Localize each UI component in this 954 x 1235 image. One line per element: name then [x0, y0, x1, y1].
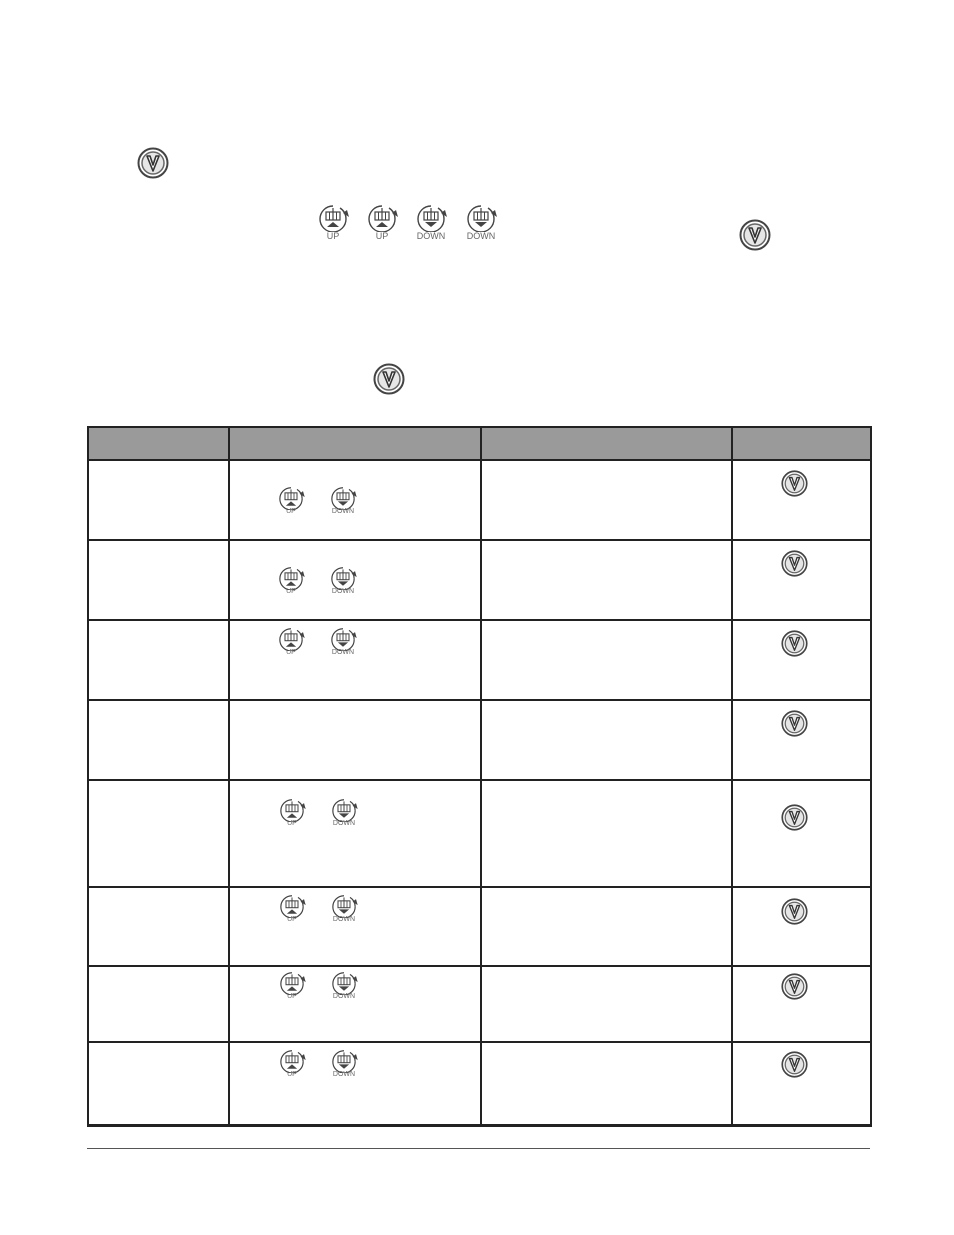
basket-up-icon	[365, 204, 399, 246]
table-cell	[229, 540, 481, 620]
table-cell	[88, 700, 229, 780]
basket-up-label: UP	[286, 649, 296, 656]
table-cell	[229, 887, 481, 966]
basket-up-label: UP	[287, 1071, 297, 1078]
basket-down-label: DOWN	[332, 1071, 356, 1078]
table-cell	[88, 620, 229, 700]
table-cell	[732, 780, 871, 887]
basket-down-label: DOWN	[331, 508, 355, 515]
basket-down-icon	[329, 798, 359, 834]
basket-up-label: UP	[375, 231, 389, 241]
table-row	[88, 780, 871, 887]
basket-down-label: DOWN	[331, 588, 355, 595]
table-cell	[732, 540, 871, 620]
v-check-button-icon	[781, 550, 808, 577]
basket-down-label: DOWN	[416, 231, 446, 241]
basket-up-label: UP	[286, 588, 296, 595]
table-cell	[481, 460, 732, 540]
basket-down-label: DOWN	[332, 916, 356, 923]
table-cell	[732, 887, 871, 966]
basket-up-icon	[276, 486, 306, 522]
table-header-cell	[88, 427, 229, 460]
table-cell	[229, 1042, 481, 1125]
table-row	[88, 1042, 871, 1125]
table-cell	[88, 540, 229, 620]
table-cell	[88, 780, 229, 887]
basket-down-icon	[328, 627, 358, 663]
table-cell	[229, 460, 481, 540]
basket-down-icon	[329, 894, 359, 930]
table-cell	[229, 966, 481, 1042]
table-row	[88, 700, 871, 780]
basket-down-icon	[329, 971, 359, 1007]
table-cell	[481, 780, 732, 887]
basket-down-label: DOWN	[466, 231, 496, 241]
basket-down-icon	[328, 486, 358, 522]
v-check-button-icon	[781, 1051, 808, 1078]
table-header-cell	[732, 427, 871, 460]
basket-up-label: UP	[287, 993, 297, 1000]
basket-up-icon	[277, 798, 307, 834]
table-cell	[481, 1042, 732, 1125]
table-cell	[88, 1042, 229, 1125]
settings-table	[87, 426, 872, 1127]
table-cell	[481, 966, 732, 1042]
footer-rule	[87, 1148, 870, 1149]
table-cell	[481, 700, 732, 780]
table-cell	[229, 620, 481, 700]
table-cell	[88, 887, 229, 966]
basket-up-icon	[276, 627, 306, 663]
table-cell	[229, 780, 481, 887]
basket-up-icon	[277, 894, 307, 930]
table-row	[88, 460, 871, 540]
table-cell	[481, 620, 732, 700]
basket-down-icon	[328, 566, 358, 602]
table-cell	[732, 460, 871, 540]
basket-down-icon	[329, 1049, 359, 1085]
table-cell	[229, 700, 481, 780]
basket-up-label: UP	[286, 508, 296, 515]
v-check-button-icon	[739, 219, 771, 251]
basket-down-label: DOWN	[332, 993, 356, 1000]
table-row	[88, 887, 871, 966]
table-cell	[732, 700, 871, 780]
v-check-button-icon	[781, 804, 808, 831]
v-check-button-icon	[781, 630, 808, 657]
table-cell	[88, 460, 229, 540]
v-check-button-icon	[373, 363, 405, 395]
table-cell	[732, 1042, 871, 1125]
basket-up-icon	[277, 1049, 307, 1085]
table-header-cell	[229, 427, 481, 460]
v-check-button-icon	[781, 710, 808, 737]
basket-up-label: UP	[326, 231, 340, 241]
table-cell	[481, 540, 732, 620]
table-cell	[732, 620, 871, 700]
basket-up-icon	[276, 566, 306, 602]
v-check-button-icon	[137, 147, 169, 179]
basket-down-label: DOWN	[332, 820, 356, 827]
table-header-cell	[481, 427, 732, 460]
table-row	[88, 966, 871, 1042]
table-row	[88, 620, 871, 700]
basket-up-label: UP	[287, 916, 297, 923]
basket-down-label: DOWN	[331, 649, 355, 656]
basket-up-label: UP	[287, 820, 297, 827]
table-row	[88, 540, 871, 620]
table-cell	[732, 966, 871, 1042]
v-check-button-icon	[781, 973, 808, 1000]
basket-up-icon	[277, 971, 307, 1007]
basket-down-icon	[414, 204, 448, 246]
basket-down-icon	[464, 204, 498, 246]
table-cell	[481, 887, 732, 966]
basket-up-icon	[316, 204, 350, 246]
v-check-button-icon	[781, 898, 808, 925]
table-cell	[88, 966, 229, 1042]
table-header-row	[88, 427, 871, 460]
v-check-button-icon	[781, 470, 808, 497]
